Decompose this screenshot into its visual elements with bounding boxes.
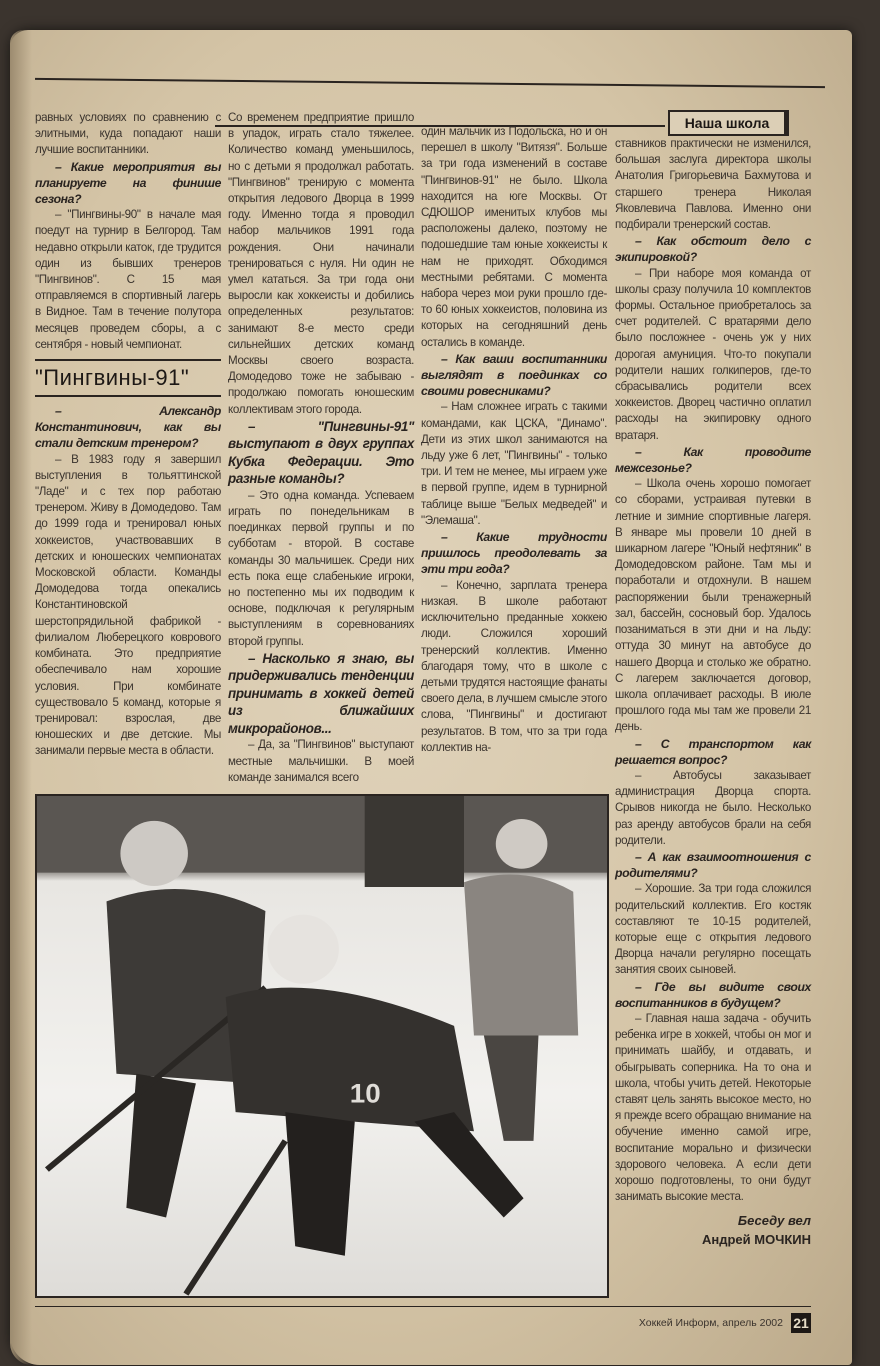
interview-question: – "Пингвины-91" выступают в двух группах Кубка Федерации. Это разные команды? bbox=[228, 418, 414, 487]
column-1 bbox=[35, 110, 221, 786]
column-4 bbox=[615, 136, 811, 1205]
interview-answer: один мальчик из Подольска, но и он перешел в школу "Витязя". Больше за три года изменений в составе "Пингвинов-91" не было. Школа находится на юге Москвы. От СДЮШОР именитых клубов мы расположены далеко, поэтому не подошедшие там юные хоккеисты к нам не приходят. Обходимся местными ребятами. С момента набора через мои руки прошло где-то 60 юных хоккеистов, половина из которых на сегодняшний день остались в команде. bbox=[421, 125, 607, 349]
footer-publication: Хоккей Информ, апрель 2002 bbox=[638, 1317, 783, 1329]
interview-answer: – Хорошие. За три года сложился родительский коллектив. Его костяк составляют те 10-15 родителей, которые еще с открытия ледового Дворца начали регулярно посещать занятия своих сыновей. bbox=[615, 882, 811, 977]
magazine-page bbox=[10, 30, 852, 1365]
interview-answer: – Да, за "Пингвинов" выступают местные мальчишки. В моей команде занимался всего bbox=[228, 738, 414, 784]
subheading: "Пингвины-91" bbox=[35, 359, 221, 397]
signature-author: Андрей МОЧКИН bbox=[701, 1232, 811, 1248]
right-area bbox=[615, 110, 811, 1298]
interview-answer: – Школа очень хорошо помогает со сборами, устраивая путевки в летние и зимние спортивные лагеря. В январе мы провели 10 дней в шикарном лагере "Юный нефтяник" в Домодедовском районе. Там мы и поработали и отдохнули. В нашем распоряжении были тренажерный зал, бассейн, сосновый бор. Удалось позаниматься в эти дни и на льду: оттуда 30 минут на автобусе до нашего Дворца и столько же обратно. С лагерем заключается договор, школа оплачивает расходы. В июле прошлого года мы там же провели 21 день. bbox=[615, 477, 811, 734]
interview-question: – Как ваши воспитанники выглядят в поединках со своими ровесниками? bbox=[421, 351, 607, 399]
interview-question: – Как проводите межсезонье? bbox=[615, 444, 811, 476]
interview-answer: – Конечно, зарплата тренера низкая. В школе работают исключительно преданные хоккею люди. Сложился хороший тренерский коллектив. Именно благодаря тому, что в школе с детьми трудятся настоящие фанаты своего дела, в лучшем смысле этого слова, "Пингвины" и достигают результатов. В том, что за три года коллектив на- bbox=[421, 578, 607, 754]
interview-answer: – Нам сложнее играть с такими командами, как ЦСКА, "Динамо". Дети из этих школ занимаются на льду уже 6 лет, "Пингвины" - только три. И тем не менее, мы играем уже в первой группе, идем в турнирной таблице выше "Белых медведей" и "Элемаша". bbox=[421, 400, 607, 527]
page-spine-shadow bbox=[10, 30, 32, 1365]
interview-question: – Какие трудности пришлось преодолевать за эти три года? bbox=[421, 530, 607, 577]
hockey-players-image bbox=[37, 796, 607, 1296]
interview-question: – А как взаимоотношения с родителями? bbox=[615, 849, 811, 881]
jersey-number: 10 bbox=[349, 1077, 381, 1109]
column-2 bbox=[228, 110, 414, 786]
interview-question: – Как обстоит дело с экипировкой? bbox=[615, 234, 811, 265]
footer bbox=[35, 1306, 811, 1333]
left-area bbox=[35, 110, 607, 1298]
interview-question: – Александр Константинович, как вы стали детским тренером? bbox=[35, 404, 221, 451]
interview-question: – Насколько я знаю, вы придерживались тенденции принимать в хоккей детей из ближайших микрорайонов... bbox=[228, 650, 414, 736]
interview-answer: – В 1983 году я завершил выступления в тольяттинской "Ладе" и с тех пор работаю тренером. Живу в Домодедово. Там до 1999 года и тренировал юных хоккеистов, участвовавших в детских и юношеских чемпионатах Московской области. Команды Домодедова тогда опекались Константиновской шерстопрядильной фабрикой - филиалом Люберецкого коврового комбината. Это предприятие обеспечивало нам хорошие условия. При комбинате существовало 5 команд, которые я тренировал: взрослая, две юношеских и две детские. Мы занимали первые места в области. bbox=[35, 452, 221, 758]
interview-answer: – "Пингвины-90" в начале мая поедут на турнир в Белгород. Там недавно открыли каток, где трудится один из бывших тренеров "Пингвинов". С 15 мая отправляемся в спортивный лагерь в Видное. Там в течение полутора месяцев проведем сборы, а с сентября - новый чемпионат. bbox=[35, 208, 221, 351]
article-body bbox=[35, 30, 811, 1333]
hockey-photo bbox=[35, 794, 609, 1298]
interview-answer: равных условиях по сравнению с элитными, куда попадают наши лучшие воспитанники. bbox=[35, 111, 221, 157]
page-number: 21 bbox=[791, 1313, 811, 1333]
interview-question: – С транспортом как решается вопрос? bbox=[615, 736, 811, 767]
signature-intro: Беседу вел bbox=[737, 1213, 811, 1229]
interview-answer: – Главная наша задача - обучить ребенка игре в хоккей, чтобы он мог и принимать шайбу, и отдавать, и обыгрывать соперника. На то она и школа, чтобы учить детей. Некоторые ставят цель занять высокое место, но я прежде всего обращаю внимание на обучение именно самой игре, воспитание морально и физически здорового человека. А если дети хорошо подготовлены, то они будут занимать высокие места. bbox=[615, 1011, 811, 1204]
interview-answer: – Это одна команда. Успеваем играть по понедельникам в поединках первой группы и по субботам - второй. В составе команды 30 мальчишек. Среди них есть пока еще слабенькие игроки, но постепенно мы их подводим к основе, подключая к регулярным выступлениям в соревнованиях второй группы. bbox=[228, 488, 414, 648]
interview-answer: – Автобусы заказывает администрация Дворца спорта. Срывов никогда не было. Несколько раз аренду автобусов брали на себя родители. bbox=[615, 768, 811, 847]
interview-answer: ставников практически не изменился, большая заслуга директора школы Анатолия Григорьевича Бахмутова и старшего тренера Николая Яковлевича Павлова. Именно они подбирали тренерский состав. bbox=[615, 137, 811, 232]
interview-answer: – При наборе моя команда от школы сразу получила 10 комплектов формы. Остальное приобреталось за счет родителей. С вратарями дело было посложнее - очень уж у них дорогая амуниция. Что-то покупали родители наших голкиперов, где-то сбрасывались родители всех хоккеистов. Дворец частично оплатил расходы на экипировку одного вратаря. bbox=[615, 266, 811, 442]
column-3 bbox=[421, 110, 607, 786]
interview-question: – Где вы видите своих воспитанников в будущем? bbox=[615, 979, 811, 1010]
interview-answer: Со временем предприятие пришло в упадок, играть стало тяжелее. Количество команд уменьшилось, но с детьми я продолжал работать. "Пингвинов" тренирую с момента открытия ледового Дворца в 1999 году. Именно тогда я проводил набор мальчиков 1991 года рождения. Они начинали тренироваться с нуля. Ни один не умел кататься. За три года они выросли как хоккеисты и добились определенных результатов: занимают 8-е место среди сильнейших детских команд Москвы своего возраста. Домодедово тоже не забываю - продолжаю помогать юношеским коллективам этого города. bbox=[228, 111, 414, 416]
interview-question: – Какие мероприятия вы планируете на финише сезона? bbox=[35, 159, 221, 207]
text-columns bbox=[35, 110, 607, 786]
section-tag: Наша школа bbox=[668, 110, 789, 136]
